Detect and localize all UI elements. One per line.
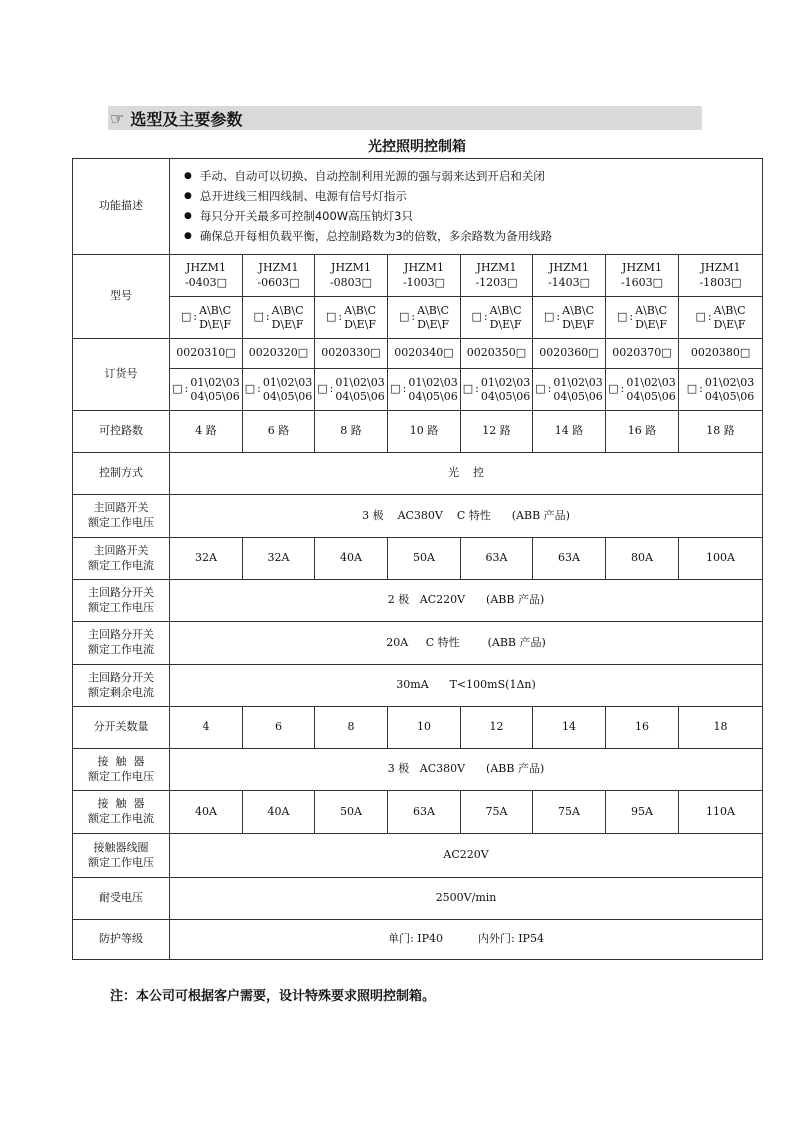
circuits-cell: 18 路 [679, 411, 763, 453]
main-switch-current-cell: 63A [461, 538, 533, 580]
branch-count-cell: 10 [388, 707, 461, 749]
coil-voltage-value: AC220V [170, 834, 763, 878]
function-list [170, 159, 763, 255]
model-option-cell: □ : A\B\C D\E\F [461, 297, 533, 339]
withstand-value: 2500V/min [170, 878, 763, 920]
function-label: 功能描述 [73, 159, 170, 255]
contactor-current-cell: 50A [315, 791, 388, 834]
contactor-voltage-label: 接 触 器 额定工作电压 [73, 749, 170, 791]
model-cell: JHZM1 -1403□ [533, 255, 606, 297]
branch-residual-label: 主回路分开关 额定剩余电流 [73, 665, 170, 707]
control-value: 光 控 [170, 453, 763, 495]
branch-count-cell: 18 [679, 707, 763, 749]
contactor-current-cell: 95A [606, 791, 679, 834]
circuits-row [73, 411, 763, 453]
circuits-label: 可控路数 [73, 411, 170, 453]
main-switch-current-cell: 100A [679, 538, 763, 580]
function-item: ● 每只分开关最多可控制400W高压钠灯3只 [184, 208, 413, 223]
order-option-cell: □ : 01\02\03 04\05\06 [461, 369, 533, 411]
withstand-label: 耐受电压 [73, 878, 170, 920]
control-label: 控制方式 [73, 453, 170, 495]
model-label: 型号 [73, 255, 170, 339]
order-cell: 0020380□ [679, 339, 763, 369]
model-cell: JHZM1 -0403□ [170, 255, 243, 297]
main-switch-current-label: 主回路开关 额定工作电流 [73, 538, 170, 580]
order-option-cell: □ : 01\02\03 04\05\06 [606, 369, 679, 411]
function-item: ● 确保总开每相负载平衡，总控制路数为3的倍数，多余路数为备用线路 [184, 228, 553, 243]
circuits-cell: 10 路 [388, 411, 461, 453]
branch-count-row [73, 707, 763, 749]
order-cell: 0020310□ [170, 339, 243, 369]
order-cell: 0020360□ [533, 339, 606, 369]
bullet-icon: ● [184, 231, 192, 242]
function-item: ● 手动、自动可以切换、自动控制利用光源的强与弱来达到开启和关闭 [184, 168, 545, 183]
branch-current-row [73, 622, 763, 665]
contactor-current-row [73, 791, 763, 834]
circuits-cell: 6 路 [243, 411, 315, 453]
order-option-cell: □ : 01\02\03 04\05\06 [315, 369, 388, 411]
contactor-current-cell: 110A [679, 791, 763, 834]
protection-row [73, 920, 763, 960]
table-title: 光控照明控制箱 [368, 139, 466, 155]
contactor-current-cell: 40A [170, 791, 243, 834]
contactor-current-cell: 40A [243, 791, 315, 834]
order-option-cell: □ : 01\02\03 04\05\06 [533, 369, 606, 411]
model-cell: JHZM1 -0603□ [243, 255, 315, 297]
circuits-cell: 12 路 [461, 411, 533, 453]
branch-count-cell: 16 [606, 707, 679, 749]
circuits-cell: 16 路 [606, 411, 679, 453]
model-option-cell: □ : A\B\C D\E\F [533, 297, 606, 339]
order-row [73, 339, 763, 369]
branch-residual-value: 30mA T<100mS(1Δn) [170, 665, 763, 707]
contactor-voltage-row [73, 749, 763, 791]
coil-voltage-label: 接触器线圈 额定工作电压 [73, 834, 170, 878]
contactor-current-cell: 75A [533, 791, 606, 834]
branch-current-label: 主回路分开关 额定工作电流 [73, 622, 170, 665]
function-row [73, 159, 763, 255]
main-switch-current-cell: 50A [388, 538, 461, 580]
model-option-cell: □ : A\B\C D\E\F [679, 297, 763, 339]
model-option-cell: □ : A\B\C D\E\F [606, 297, 679, 339]
contactor-current-cell: 75A [461, 791, 533, 834]
branch-count-label: 分开关数量 [73, 707, 170, 749]
model-cell: JHZM1 -1003□ [388, 255, 461, 297]
branch-residual-row [73, 665, 763, 707]
model-cell: JHZM1 -0803□ [315, 255, 388, 297]
order-cell: 0020370□ [606, 339, 679, 369]
contactor-current-label: 接 触 器 额定工作电流 [73, 791, 170, 834]
main-switch-current-cell: 80A [606, 538, 679, 580]
branch-voltage-value: 2 极 AC220V (ABB 产品) [170, 580, 763, 622]
order-option-cell: □ : 01\02\03 04\05\06 [679, 369, 763, 411]
section-title: 选型及主要参数 [130, 109, 243, 129]
spec-table [72, 158, 763, 960]
withstand-row [73, 878, 763, 920]
main-switch-current-cell: 32A [243, 538, 315, 580]
order-cell: 0020320□ [243, 339, 315, 369]
model-option-cell: □ : A\B\C D\E\F [170, 297, 243, 339]
model-cell: JHZM1 -1203□ [461, 255, 533, 297]
model-option-cell: □ : A\B\C D\E\F [388, 297, 461, 339]
footnote: 注：本公司可根据客户需要，设计特殊要求照明控制箱。 [110, 989, 436, 1004]
function-item: ● 总开进线三相四线制、电源有信号灯指示 [184, 188, 407, 203]
order-option-cell: □ : 01\02\03 04\05\06 [170, 369, 243, 411]
branch-voltage-row [73, 580, 763, 622]
model-option-cell: □ : A\B\C D\E\F [243, 297, 315, 339]
main-switch-current-cell: 40A [315, 538, 388, 580]
protection-label: 防护等级 [73, 920, 170, 960]
order-cell: 0020330□ [315, 339, 388, 369]
contactor-voltage-value: 3 极 AC380V (ABB 产品) [170, 749, 763, 791]
main-switch-voltage-row [73, 495, 763, 538]
model-cell: JHZM1 -1803□ [679, 255, 763, 297]
coil-voltage-row [73, 834, 763, 878]
bullet-icon: ● [184, 191, 192, 202]
order-option-row [73, 369, 763, 411]
order-cell: 0020340□ [388, 339, 461, 369]
branch-current-value: 20A C 特性 (ABB 产品) [170, 622, 763, 665]
main-switch-current-row [73, 538, 763, 580]
control-row [73, 453, 763, 495]
main-switch-current-cell: 32A [170, 538, 243, 580]
main-switch-voltage-value: 3 极 AC380V C 特性 (ABB 产品) [170, 495, 763, 538]
contactor-current-cell: 63A [388, 791, 461, 834]
circuits-cell: 14 路 [533, 411, 606, 453]
model-option-row [73, 297, 763, 339]
order-cell: 0020350□ [461, 339, 533, 369]
bullet-icon: ● [184, 171, 192, 182]
main-switch-current-cell: 63A [533, 538, 606, 580]
circuits-cell: 4 路 [170, 411, 243, 453]
circuits-cell: 8 路 [315, 411, 388, 453]
model-option-cell: □ : A\B\C D\E\F [315, 297, 388, 339]
branch-count-cell: 4 [170, 707, 243, 749]
branch-voltage-label: 主回路分开关 额定工作电压 [73, 580, 170, 622]
branch-count-cell: 6 [243, 707, 315, 749]
bullet-icon: ● [184, 211, 192, 222]
branch-count-cell: 8 [315, 707, 388, 749]
protection-value: 单门: IP40 内外门: IP54 [170, 920, 763, 960]
order-label: 订货号 [73, 339, 170, 411]
model-cell: JHZM1 -1603□ [606, 255, 679, 297]
order-option-cell: □ : 01\02\03 04\05\06 [388, 369, 461, 411]
order-option-cell: □ : 01\02\03 04\05\06 [243, 369, 315, 411]
section-header [108, 106, 702, 130]
pointing-hand-icon: ☞ [110, 108, 125, 128]
model-row [73, 255, 763, 297]
main-switch-voltage-label: 主回路开关 额定工作电压 [73, 495, 170, 538]
branch-count-cell: 14 [533, 707, 606, 749]
branch-count-cell: 12 [461, 707, 533, 749]
